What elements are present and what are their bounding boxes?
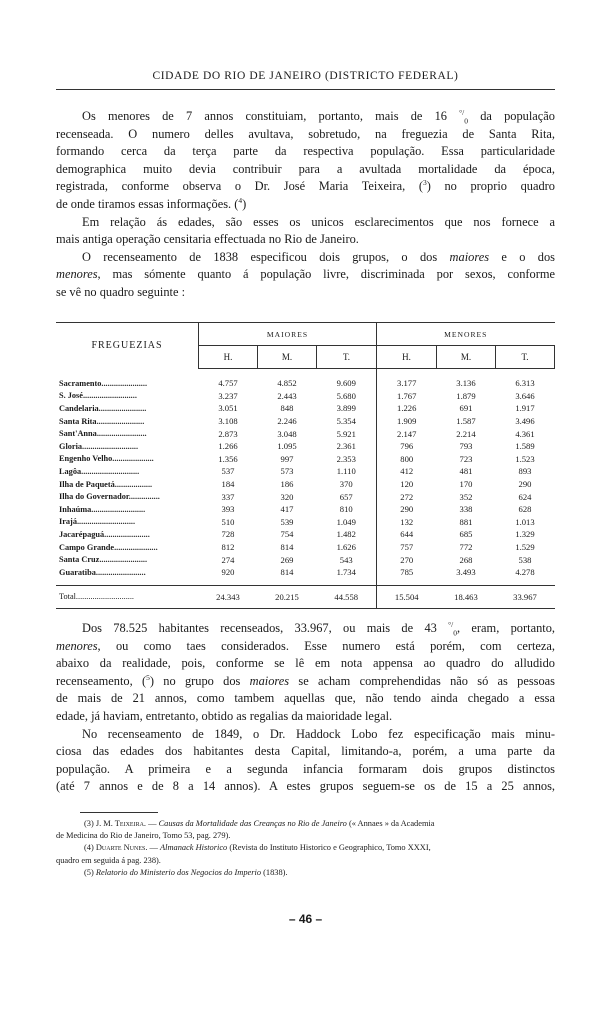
cell-mt: 3.899 [336, 403, 356, 414]
cell-mm: 186 [280, 479, 294, 490]
cell-mt: 1.482 [336, 529, 356, 540]
para4-line-5: de mais de 21 annos, como tambem aquellas que, não tendo ainda chegado a essa [56, 691, 555, 706]
para5-line-2: ciosa das edades dos habitantes desta Capital, limitando-a, porém, a uma parte da [56, 744, 555, 759]
cell-nt: 1.529 [515, 542, 535, 553]
cell-mm: 573 [280, 466, 294, 477]
sub-maiores-h: H. [199, 346, 258, 369]
footnote-3-cont: de Medicina do Rio de Janeiro, Tomo 53, pag. 279). [56, 831, 231, 841]
freguezia-name: Jacarépaguá...................... [59, 529, 150, 539]
total-nm: 18.463 [436, 585, 495, 608]
para3-line-2: menores, mas sómente quanto á população livre, discriminada por sexos, conforme [56, 267, 555, 282]
cell-nt: 893 [518, 466, 532, 477]
cell-mm: 754 [280, 529, 294, 540]
table-row [56, 541, 555, 554]
cell-nm: 2.214 [456, 428, 476, 439]
cell-mh: 1.266 [218, 441, 238, 452]
running-head: CIDADE DO RIO DE JANEIRO (DISTRICTO FEDERAL) [152, 70, 459, 82]
cell-mm: 814 [280, 567, 294, 578]
table-row [56, 390, 555, 403]
freguezia-name: Campo Grande..................... [59, 542, 158, 552]
cell-nm: 3.493 [456, 567, 476, 578]
footnote-rule [80, 812, 158, 813]
table-row [56, 553, 555, 566]
cell-mt: 543 [339, 554, 353, 565]
para3-line-1: O recenseamento de 1838 especificou dois grupos, o dos maiores e o dos [82, 249, 555, 264]
cell-nm: 481 [459, 466, 473, 477]
cell-nh: 132 [376, 516, 436, 529]
cell-nt: 1.589 [515, 441, 535, 452]
cell-nt: 628 [518, 504, 532, 515]
cell-mh: 728 [221, 529, 235, 540]
table-row [56, 490, 555, 503]
table-row [56, 566, 555, 585]
footnote-5: (5) Relatorio do Ministerio dos Negocios do Imperio (1838). [84, 867, 288, 877]
table-row [56, 453, 555, 466]
cell-mt: 5.921 [336, 428, 356, 439]
cell-nm: 268 [459, 554, 473, 565]
sub-maiores-m: M. [258, 346, 317, 369]
cell-mm: 814 [280, 542, 294, 553]
table-row [56, 427, 555, 440]
cell-mh: 920 [221, 567, 235, 578]
cell-nh: 796 [376, 440, 436, 453]
freguezia-name: S. José.......................... [59, 391, 137, 401]
total-mm: 20.215 [258, 585, 317, 608]
sub-menores-h: H. [376, 346, 436, 369]
cell-nm: 1.879 [456, 390, 476, 401]
cell-mt: 9.609 [336, 378, 356, 389]
cell-mh: 2.873 [218, 428, 238, 439]
cell-mt: 2.353 [336, 453, 356, 464]
para5-line-3: população. A primeira e a segunda infancia formaram dois grupos distinctos [56, 761, 555, 776]
cell-mh: 274 [221, 554, 235, 565]
table-row [56, 478, 555, 491]
table-row [56, 402, 555, 415]
cell-mh: 3.051 [218, 403, 238, 414]
cell-mh: 812 [221, 542, 235, 553]
cell-mh: 537 [221, 466, 235, 477]
total-row [56, 585, 555, 608]
para2-line-2: mais antiga operação censitaria effectuada no Rio de Janeiro. [56, 232, 359, 247]
cell-nm: 881 [459, 516, 473, 527]
cell-nt: 1.329 [515, 529, 535, 540]
para1-line-2: recenseada. O numero delles avultava, sobretudo, na freguezia de Santa Rita, [56, 126, 555, 141]
cell-nm: 793 [459, 441, 473, 452]
cell-mm: 848 [280, 403, 294, 414]
cell-nm: 170 [459, 479, 473, 490]
cell-mt: 1.110 [336, 466, 356, 477]
freguezia-name: Engenho Velho.................... [59, 454, 154, 464]
para2-line-1: Em relação ás edades, são esses os unicos esclarecimentos que nos fornece a [82, 214, 555, 229]
cell-nh: 272 [376, 490, 436, 503]
total-mt: 44.558 [317, 585, 377, 608]
cell-nm: 1.587 [456, 416, 476, 427]
cell-nt: 1.523 [515, 453, 535, 464]
cell-mt: 1.626 [336, 542, 356, 553]
cell-nm: 338 [459, 504, 473, 515]
cell-nt: 538 [518, 554, 532, 565]
total-mh: 24.343 [199, 585, 258, 608]
cell-nt: 1.917 [515, 403, 535, 414]
para4-line-1: Dos 78.525 habitantes recenseados, 33.967, ou mais de 43 °/$_0$, eram, portanto, [82, 619, 556, 638]
col-freguezias: FREGUEZIAS [91, 340, 163, 352]
cell-nt: 4.361 [515, 428, 535, 439]
cell-mh: 184 [221, 479, 235, 490]
cell-nh: 412 [376, 465, 436, 478]
cell-nh: 644 [376, 528, 436, 541]
para1-line-4: demographica muito devia contribuir para a avultada mortalidade da época, [56, 161, 555, 176]
cell-nh: 120 [376, 478, 436, 491]
cell-mm: 539 [280, 516, 294, 527]
para1-line-5: registrada, conforme observa o Dr. José Maria Teixeira, ($^3$) no proprio quadro [56, 178, 555, 194]
cell-mh: 1.356 [218, 453, 238, 464]
cell-nt: 290 [518, 479, 532, 490]
table-row [56, 440, 555, 453]
cell-nh: 1.767 [376, 390, 436, 403]
text-block-top [56, 108, 555, 302]
cell-mh: 510 [221, 516, 235, 527]
freguezia-name: Santa Cruz....................... [59, 555, 148, 565]
cell-mm: 1.095 [277, 441, 297, 452]
freguezia-name: Ilha do Governador............... [59, 492, 160, 502]
cell-nh: 290 [376, 503, 436, 516]
freguezia-name: Sacramento...................... [59, 378, 148, 388]
total-label: Total............................ [56, 585, 199, 608]
para5-line-1: No recenseamento de 1849, o Dr. Haddock Lobo fez especificação mais minu- [82, 726, 555, 741]
cell-nm: 723 [459, 453, 473, 464]
para4-line-2: menores, ou como taes considerados. Esse numero está porém, com certeza, [56, 638, 555, 653]
cell-nm: 685 [459, 529, 473, 540]
cell-mt: 370 [339, 479, 353, 490]
footnote-4-cont: quadro em seguida á pag. 238). [56, 855, 161, 865]
footnote-4: (4) Duarte Nunes. — Almanack Historico (Revista do Instituto Historico e Geographico, Tomo XXXI, [84, 843, 431, 853]
cell-mt: 2.361 [336, 441, 356, 452]
table-row [56, 528, 555, 541]
cell-nt: 3.646 [515, 390, 535, 401]
cell-mm: 320 [280, 491, 294, 502]
cell-nm: 772 [459, 542, 473, 553]
cell-mh: 393 [221, 504, 235, 515]
freguezia-name: Ilha de Paquetá.................. [59, 479, 153, 489]
cell-nh: 270 [376, 553, 436, 566]
footnotes [56, 818, 555, 879]
cell-nh: 785 [376, 566, 436, 585]
cell-mm: 3.048 [277, 428, 297, 439]
table-row [56, 369, 555, 390]
table-row [56, 415, 555, 428]
freguezia-name: Santa Rita....................... [59, 416, 145, 426]
para3-line-3: se vê no quadro seguinte : [56, 284, 186, 299]
total-nh: 15.504 [376, 585, 436, 608]
sub-menores-t: T. [495, 346, 554, 369]
cell-nh: 1.909 [376, 415, 436, 428]
page-number: – 46 – [288, 912, 323, 926]
para1-line-1: Os menores de 7 annos constituiam, portanto, mais de 16 °/$_0$ da população [82, 107, 555, 126]
total-nt: 33.967 [495, 585, 554, 608]
freguezia-name: Inhaúma.......................... [59, 504, 146, 514]
cell-nt: 6.313 [515, 378, 535, 389]
text-block-bottom [56, 620, 555, 796]
freguezia-name: Guaratiba........................ [59, 567, 146, 577]
cell-nm: 691 [459, 403, 473, 414]
cell-nh: 800 [376, 453, 436, 466]
cell-mh: 3.237 [218, 390, 238, 401]
group-maiores: MAIORES [199, 323, 377, 346]
sub-maiores-t: T. [317, 346, 377, 369]
freguezia-name: Lagôa............................ [59, 466, 140, 476]
cell-nh: 3.177 [376, 369, 436, 390]
cell-nh: 757 [376, 541, 436, 554]
cell-nm: 352 [459, 491, 473, 502]
cell-mm: 997 [280, 453, 294, 464]
cell-mm: 2.443 [277, 390, 297, 401]
cell-mm: 4.852 [277, 378, 297, 389]
cell-mt: 1.049 [336, 516, 356, 527]
group-menores: MENORES [376, 323, 554, 346]
para5-line-4: (até 7 annos e de 8 a 14 annos). A estes grupos seguem-se os de 15 a 25 annos, [56, 779, 555, 794]
para4-line-3: abaixo da realidade, pois, conforme se lê em nota appensa ao quadro do alludido [56, 656, 555, 671]
para4-line-6: edade, já haviam, entretanto, obtido as regalias da maioridade legal. [56, 708, 393, 723]
cell-mt: 657 [339, 491, 353, 502]
cell-mm: 417 [280, 504, 294, 515]
cell-mh: 3.108 [218, 416, 238, 427]
cell-nt: 3.496 [515, 416, 535, 427]
cell-nt: 624 [518, 491, 532, 502]
cell-nt: 1.013 [515, 516, 535, 527]
cell-mh: 337 [221, 491, 235, 502]
sub-menores-m: M. [436, 346, 495, 369]
cell-nh: 2.147 [376, 427, 436, 440]
para1-line-3: formando cerca da terça parte da respectiva população. Essa particularidade [56, 144, 555, 159]
para1-line-6: de onde tiramos essas informações. ($^4$) [56, 195, 247, 211]
freguezia-name: Sant'Anna........................ [59, 429, 147, 439]
cell-mm: 269 [280, 554, 294, 565]
cell-nm: 3.136 [456, 378, 476, 389]
freguezia-name: Irajá............................ [59, 517, 136, 527]
cell-mt: 5.354 [336, 416, 356, 427]
table-row [56, 503, 555, 516]
header-rule [56, 89, 555, 90]
cell-mh: 4.757 [218, 378, 238, 389]
cell-mt: 5.680 [336, 390, 356, 401]
cell-nt: 4.278 [515, 567, 535, 578]
cell-nh: 1.226 [376, 402, 436, 415]
freguezia-name: Gloria........................... [59, 441, 139, 451]
census-table [56, 322, 555, 609]
freguezia-name: Candelaria....................... [59, 403, 147, 413]
cell-mt: 1.734 [336, 567, 356, 578]
para4-line-4: recenseamento, ($^5$) no grupo dos maiores se acham comprehendidas não só as pessoas [56, 672, 556, 688]
table-row [56, 516, 555, 529]
cell-mt: 810 [339, 504, 353, 515]
table-row [56, 465, 555, 478]
footnote-3: (3) J. M. Teixeira. — Causas da Mortalidade das Creanças no Rio de Janeiro (« Annaes » da Academia [84, 819, 435, 828]
cell-mm: 2.246 [277, 416, 297, 427]
